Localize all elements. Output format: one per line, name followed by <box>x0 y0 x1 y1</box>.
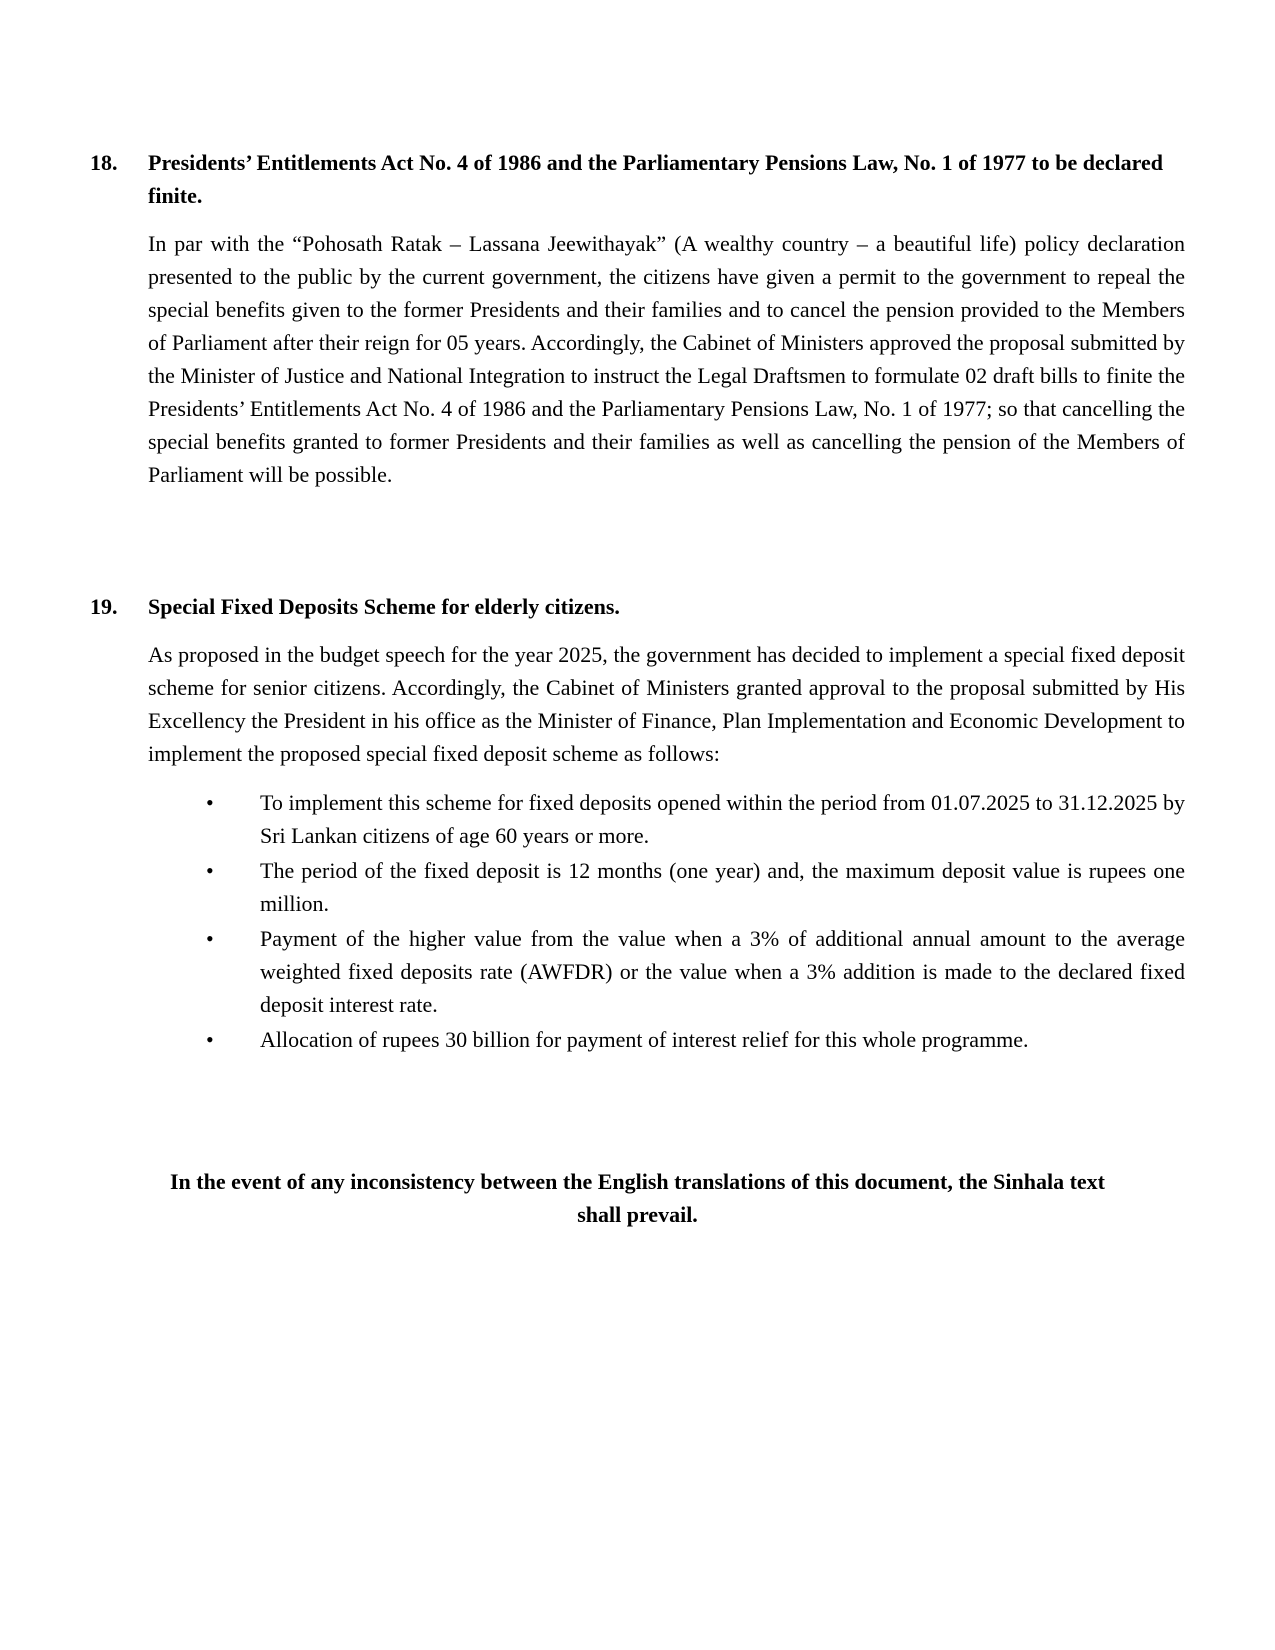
section-19-number: 19. <box>90 594 118 619</box>
list-item <box>148 922 1185 1021</box>
section-19-bullet-list <box>148 786 1185 1056</box>
section-18-heading-row <box>90 146 1185 212</box>
section-19-heading-row <box>90 590 1185 623</box>
bullet-text: To implement this scheme for fixed deposits opened within the period from 01.07.2025 to 31.12.2025 by Sri Lankan citizens of age 60 years or more. <box>260 790 1185 848</box>
bullet-text: Allocation of rupees 30 billion for payment of interest relief for this whole programme. <box>260 1027 1029 1052</box>
list-item <box>148 854 1185 920</box>
section-18-number: 18. <box>90 150 118 175</box>
section-18-body: In par with the “Pohosath Ratak – Lassana Jeewithayak” (A wealthy country – a beautiful life) policy declaration presented to the public by the current government, the citizens have given a permit to the government to repeal the special benefits given to the former Presidents and their families and to cancel the pension provided to the Members of Parliament after their reign for 05 years. Accordingly, the Cabinet of Ministers approved the proposal submitted by the Minister of Justice and National Integration to instruct the Legal Draftsmen to formulate 02 draft bills to finite the Presidents’ Entitlements Act No. 4 of 1986 and the Parliamentary Pensions Law, No. 1 of 1977; so that cancelling the special benefits granted to former Presidents and their families as well as cancelling the pension of the Members of Parliament will be possible. <box>148 231 1185 487</box>
bullet-icon: • <box>206 1027 214 1052</box>
section-19 <box>90 590 1185 1058</box>
footer-note: In the event of any inconsistency between the English translations of this document, the Sinhala text shall prevail. <box>169 1169 1106 1227</box>
bullet-text: The period of the fixed deposit is 12 months (one year) and, the maximum deposit value is rupees one million. <box>260 858 1185 916</box>
bullet-icon: • <box>206 858 214 883</box>
section-19-body: As proposed in the budget speech for the year 2025, the government has decided to implement a special fixed deposit scheme for senior citizens. Accordingly, the Cabinet of Ministers granted approval to the proposal submitted by His Excellency the President in his office as the Minister of Finance, Plan Implementation and Economic Development to implement the proposed special fixed deposit scheme as follows: <box>148 642 1185 766</box>
bullet-icon: • <box>206 926 214 951</box>
list-item <box>148 1023 1185 1056</box>
bullet-icon: • <box>206 790 214 815</box>
section-18 <box>90 146 1185 491</box>
section-18-heading: Presidents’ Entitlements Act No. 4 of 1986 and the Parliamentary Pensions Law, No. 1 of 1977 to be declared finite. <box>148 150 1163 208</box>
bullet-text: Payment of the higher value from the value when a 3% of additional annual amount to the average weighted fixed deposits rate (AWFDR) or the value when a 3% addition is made to the declared fixed deposit interest rate. <box>260 926 1185 1017</box>
list-item <box>148 786 1185 852</box>
section-19-heading: Special Fixed Deposits Scheme for elderly citizens. <box>148 594 620 619</box>
